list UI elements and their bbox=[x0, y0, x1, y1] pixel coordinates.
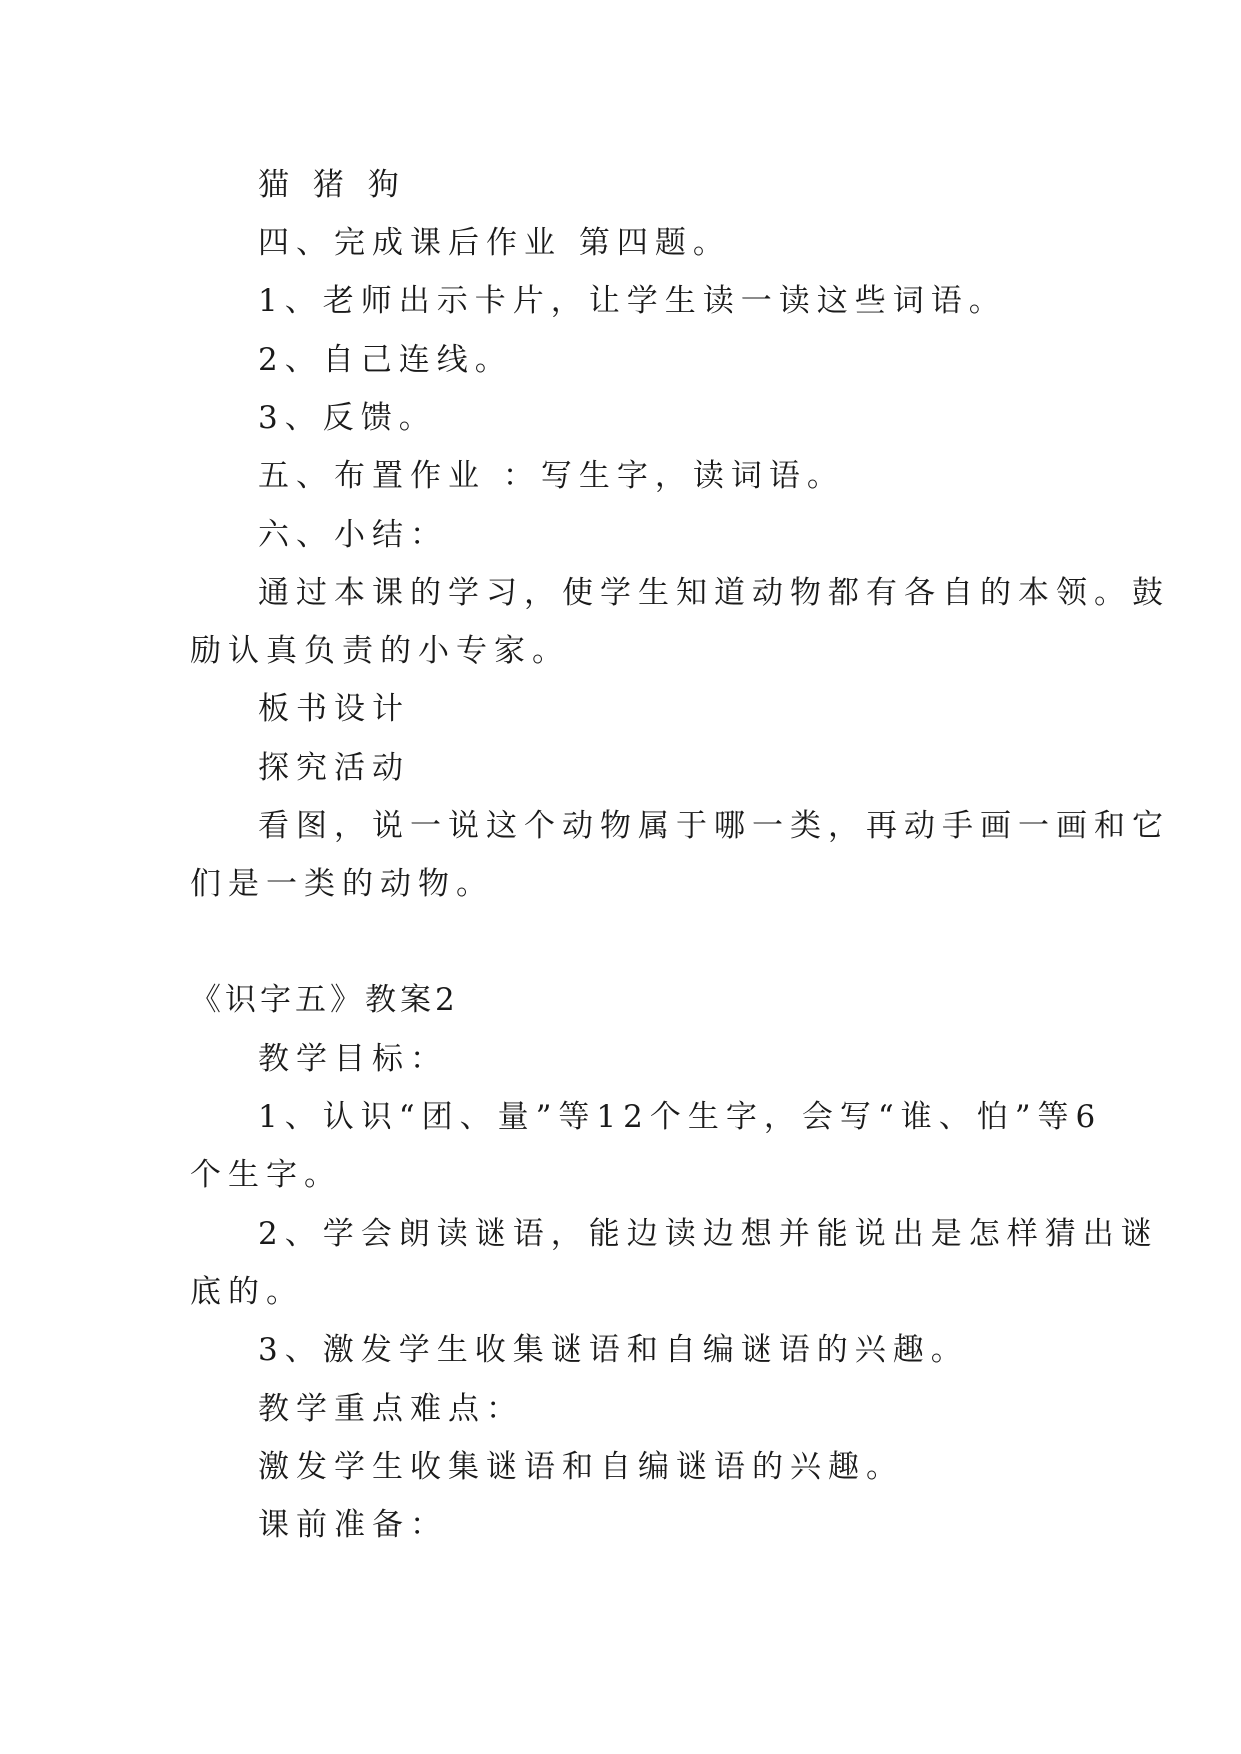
summary-paragraph-line-2: 励认真负责的小专家。 bbox=[190, 633, 570, 669]
step-four-item-3: 3、反馈。 bbox=[258, 400, 437, 436]
step-four-item-1: 1、老师出示卡片，让学生读一读这些词语。 bbox=[258, 283, 1007, 319]
preparation-heading: 课前准备： bbox=[258, 1507, 448, 1543]
step-four-item-2: 2、自己连线。 bbox=[258, 342, 513, 378]
key-difficulties-heading: 教学重点难点： bbox=[258, 1391, 524, 1427]
goal-1-line-1: 1、认识“团、量”等12个生字，会写“谁、怕”等6 bbox=[258, 1099, 1103, 1135]
goal-1-line-2: 个生字。 bbox=[190, 1157, 342, 1193]
teaching-goals-heading: 教学目标： bbox=[258, 1041, 448, 1077]
blackboard-design-heading: 板书设计 bbox=[258, 691, 410, 727]
activity-heading: 探究活动 bbox=[258, 750, 410, 786]
key-difficulties-text: 激发学生收集谜语和自编谜语的兴趣。 bbox=[258, 1449, 904, 1485]
lesson-plan-title: 《识字五》教案2 bbox=[190, 982, 459, 1018]
step-four-heading: 四、完成课后作业 第四题。 bbox=[258, 225, 731, 261]
activity-paragraph-line-1: 看图，说一说这个动物属于哪一类，再动手画一画和它 bbox=[258, 808, 1170, 844]
goal-3: 3、激发学生收集谜语和自编谜语的兴趣。 bbox=[258, 1332, 969, 1368]
summary-paragraph-line-1: 通过本课的学习，使学生知道动物都有各自的本领。鼓 bbox=[258, 575, 1170, 611]
step-six-heading: 六、小结： bbox=[258, 517, 448, 553]
goal-2-line-1: 2、学会朗读谜语，能边读边想并能说出是怎样猜出谜 bbox=[258, 1216, 1159, 1252]
goal-2-line-2: 底的。 bbox=[190, 1274, 304, 1310]
step-five-heading: 五、布置作业 ：写生字，读词语。 bbox=[258, 458, 845, 494]
animal-words: 猫 猪 狗 bbox=[258, 167, 406, 203]
activity-paragraph-line-2: 们是一类的动物。 bbox=[190, 866, 494, 902]
